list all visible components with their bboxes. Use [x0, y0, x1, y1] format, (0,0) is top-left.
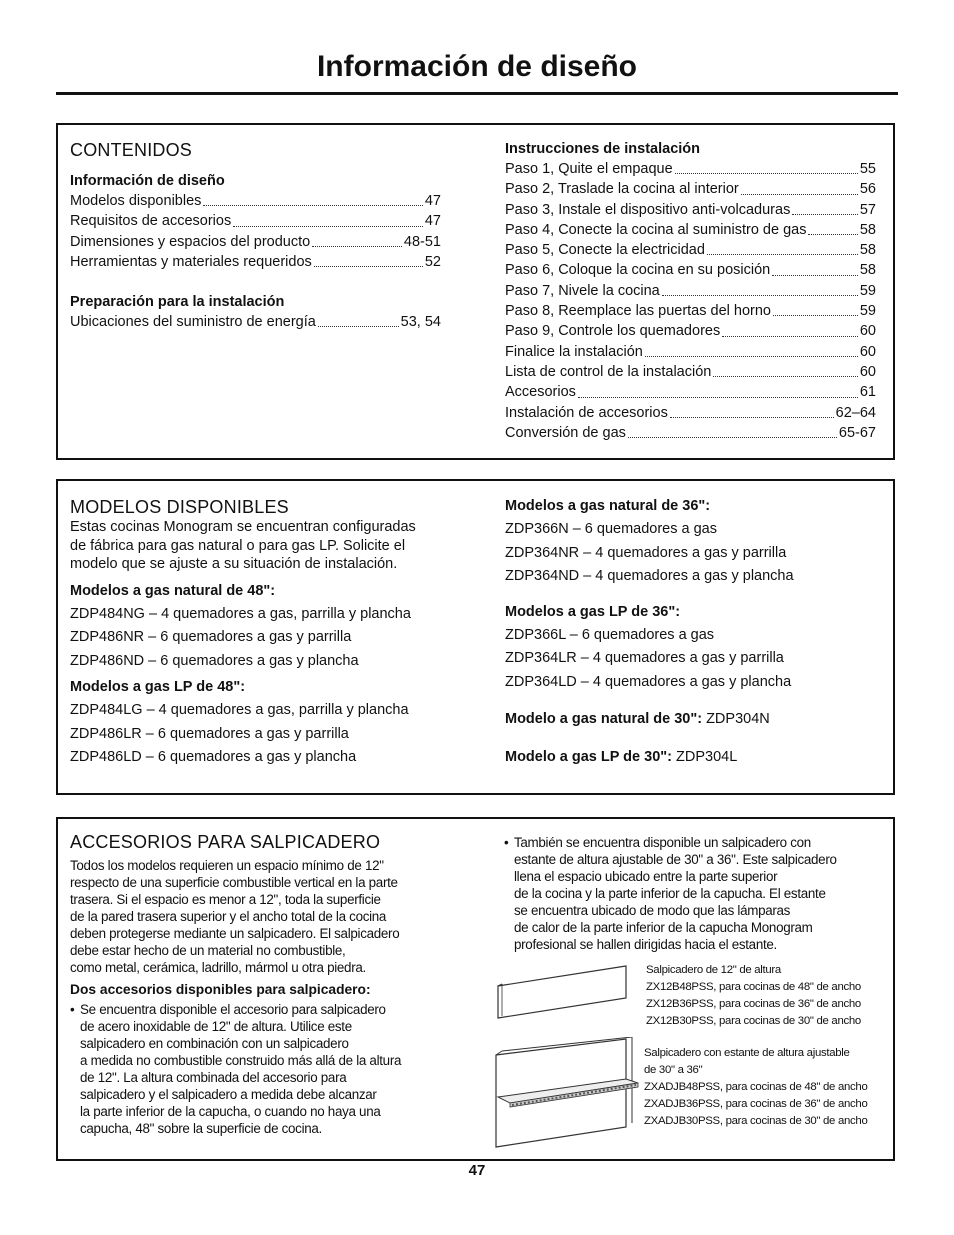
toc-group-title: Información de diseño	[70, 173, 225, 189]
model-item: ZDP486LD – 6 quemadores a gas y plancha	[70, 749, 357, 765]
toc-row[interactable]	[70, 232, 441, 252]
accessories-intro	[70, 857, 455, 976]
backsplash-12-illustration	[494, 964, 634, 1020]
toc-page: 55	[859, 161, 876, 177]
toc-row[interactable]	[505, 403, 876, 423]
bullet-2	[504, 834, 889, 953]
toc-label: Accesorios	[505, 384, 576, 401]
ng30-value: ZDP304N	[706, 711, 770, 727]
toc-page: 47	[424, 193, 441, 209]
text-line: Salpicadero con estante de altura ajustable	[644, 1047, 850, 1059]
bullet-dot: •	[504, 835, 509, 850]
toc-group-title: Preparación para la instalación	[70, 294, 285, 311]
model-item: ZDP486LR – 6 quemadores a gas y parrilla	[70, 725, 349, 742]
toc-row[interactable]	[505, 321, 876, 341]
models-intro: Estas cocinas Monogram se encuentran configuradas de fábrica para gas natural o para gas LP. Solicite el modelo que se ajuste a su situación de instalación.	[70, 519, 416, 572]
text-line: ZX12B48PSS, para cocinas de 48" de ancho	[646, 981, 861, 993]
text-line: salpicadero y el salpicadero a medida debe alcanzar	[80, 1087, 377, 1102]
toc-row[interactable]	[505, 423, 876, 443]
model-item: ZDP366L – 6 quemadores a gas	[505, 626, 715, 643]
toc-row[interactable]	[505, 382, 876, 402]
lp30-title: Modelo a gas LP de 30":	[505, 748, 672, 765]
adjustable-shelf-caption	[644, 1045, 868, 1130]
model-item: ZDP364LD – 4 quemadores a gas y plancha	[505, 673, 792, 690]
text-line: salpicadero en combinación con un salpicadero	[80, 1036, 349, 1051]
ng36-title: Modelos a gas natural de 36":	[505, 498, 711, 514]
toc-group-title: Instrucciones de instalación	[505, 141, 700, 157]
contents-heading: CONTENIDOS	[70, 140, 193, 160]
toc-label: Paso 5, Conecte la electricidad	[505, 242, 705, 259]
toc-row[interactable]	[505, 220, 876, 240]
toc-row[interactable]	[505, 342, 876, 362]
text-line: ZXADJB48PSS, para cocinas de 48" de ancho	[644, 1081, 868, 1093]
bullet-1-text	[80, 1001, 401, 1137]
toc-row[interactable]	[505, 240, 876, 260]
accessories-heading: ACCESORIOS PARA SALPICADERO	[70, 832, 381, 852]
text-line: debe estar hecho de un material no combustible,	[70, 943, 346, 958]
text-line: profesional se hallen dirigidas hacia el estante.	[514, 937, 777, 952]
toc-page: 58	[859, 262, 876, 279]
toc-label: Conversión de gas	[505, 424, 626, 441]
toc-page: 60	[859, 363, 876, 380]
model-item: ZDP484NG – 4 quemadores a gas, parrilla y plancha	[70, 605, 411, 622]
title-rule	[56, 92, 898, 95]
text-line: Todos los modelos requieren un espacio mínimo de 12"	[70, 858, 384, 873]
bullet-1	[70, 1001, 455, 1137]
accessories-right-column	[504, 834, 889, 953]
toc-row[interactable]	[505, 281, 876, 301]
toc-page: 53, 54	[400, 314, 441, 331]
toc-row[interactable]	[70, 191, 441, 211]
toc-label: Paso 1, Quite el empaque	[505, 161, 673, 177]
text-line: se encuentra ubicado de modo que las lámparas	[514, 903, 791, 918]
text-line: trasera. Si el espacio es menor a 12", toda la superficie	[70, 892, 381, 907]
text-line: de la pared trasera superior y el ancho total de la cocina	[70, 909, 387, 924]
models-left-column	[70, 496, 450, 770]
models-box	[56, 479, 895, 795]
text-line: de acero inoxidable de 12" de altura. Utilice este	[80, 1019, 352, 1034]
contents-right-column	[505, 139, 876, 443]
toc-label: Modelos disponibles	[70, 193, 202, 209]
toc-label: Paso 8, Reemplace las puertas del horno	[505, 303, 771, 320]
toc-row[interactable]	[70, 252, 441, 272]
bullet-dot: •	[70, 1002, 75, 1017]
lp30-line	[505, 746, 885, 770]
models-heading: MODELOS DISPONIBLES	[70, 497, 289, 517]
toc-page: 47	[424, 213, 441, 230]
text-line: ZXADJB30PSS, para cocinas de 30" de ancho	[644, 1115, 868, 1127]
toc-label: Finalice la instalación	[505, 343, 643, 360]
text-line: de calor de la parte inferior de la capucha Monogram	[514, 920, 813, 935]
adjustable-shelf-illustration	[492, 1037, 642, 1149]
toc-right-list	[505, 159, 876, 443]
contents-left-column	[70, 140, 441, 332]
accessories-left-column	[70, 831, 455, 1137]
model-item: ZDP364ND – 4 quemadores a gas y plancha	[505, 568, 794, 584]
toc-page: 58	[859, 242, 876, 259]
text-line: a medida no combustible construido más allá de la altura	[80, 1053, 402, 1068]
text-line: llena el espacio ubicado entre la parte superior	[514, 869, 778, 884]
toc-row[interactable]	[70, 211, 441, 231]
lp36-title: Modelos a gas LP de 36":	[505, 603, 681, 620]
contents-box	[56, 123, 895, 460]
text-line: ZX12B30PSS, para cocinas de 30" de ancho	[646, 1015, 861, 1027]
text-line: la parte inferior de la capucha, o cuando no haya una	[80, 1104, 381, 1119]
text-line: como metal, cerámica, ladrillo, mármol u otra piedra.	[70, 960, 366, 975]
text-line: de 30" a 36"	[644, 1064, 703, 1076]
model-item: ZDP486NR – 6 quemadores a gas y parrilla	[70, 629, 352, 645]
model-item: ZDP364LR – 4 quemadores a gas y parrilla	[505, 650, 784, 666]
toc-page: 59	[859, 303, 876, 320]
text-line: ZXADJB36PSS, para cocinas de 36" de ancho	[644, 1098, 868, 1110]
toc-row[interactable]	[70, 312, 441, 332]
model-item: ZDP486ND – 6 quemadores a gas y plancha	[70, 652, 359, 669]
text-line: Se encuentra disponible el accesorio para salpicadero	[80, 1002, 386, 1017]
text-line: de 12". La altura combinada del accesorio para	[80, 1070, 347, 1085]
toc-page: 58	[859, 221, 876, 238]
bullet-2-text	[514, 834, 837, 953]
models-right-column	[505, 495, 885, 769]
toc-page: 48-51	[403, 233, 441, 250]
toc-page: 60	[859, 343, 876, 360]
toc-page: 52	[424, 253, 441, 270]
toc-page: 56	[859, 181, 876, 198]
lp30-value: ZDP304L	[676, 748, 738, 765]
toc-label: Dimensiones y espacios del producto	[70, 233, 311, 250]
lp48-title: Modelos a gas LP de 48":	[70, 679, 246, 695]
toc-label: Paso 6, Coloque la cocina en su posición	[505, 262, 771, 279]
toc-label: Paso 4, Conecte la cocina al suministro de gas	[505, 221, 807, 238]
text-line: de la cocina y la parte inferior de la capucha. El estante	[514, 886, 826, 901]
text-line: Salpicadero de 12" de altura	[646, 964, 781, 976]
toc-row[interactable]	[505, 159, 876, 179]
toc-label: Lista de control de la instalación	[505, 363, 712, 380]
text-line: capucha, 48" sobre la superficie de cocina.	[80, 1121, 322, 1136]
toc-row[interactable]	[505, 179, 876, 199]
toc-page: 62–64	[835, 404, 876, 421]
toc-page: 59	[859, 282, 876, 299]
text-line: respecto de una superficie combustible vertical en la parte	[70, 875, 398, 890]
accessories-subheading: Dos accesorios disponibles para salpicadero:	[70, 982, 371, 997]
toc-label: Paso 7, Nivele la cocina	[505, 282, 660, 299]
ng30-line	[505, 708, 885, 732]
toc-label: Paso 2, Traslade la cocina al interior	[505, 181, 739, 198]
text-line: También se encuentra disponible un salpicadero con	[514, 835, 811, 850]
toc-label: Ubicaciones del suministro de energía	[70, 314, 316, 331]
text-line: deben protegerse mediante un salpicadero. El salpicadero	[70, 926, 400, 941]
model-item: ZDP484LG – 4 quemadores a gas, parrilla y plancha	[70, 702, 409, 718]
accessories-box	[56, 817, 895, 1161]
toc-page: 61	[859, 384, 876, 401]
ng30-title: Modelo a gas natural de 30":	[505, 711, 703, 727]
toc-label: Paso 9, Controle los quemadores	[505, 323, 721, 340]
toc-label: Paso 3, Instale el dispositivo anti-volcaduras	[505, 201, 791, 218]
toc-label: Herramientas y materiales requeridos	[70, 253, 312, 270]
backsplash-12-caption	[646, 962, 861, 1030]
toc-page: 65-67	[838, 424, 876, 441]
page-number: 47	[468, 1162, 486, 1179]
model-item: ZDP366N – 6 quemadores a gas	[505, 521, 717, 537]
toc-row[interactable]	[505, 362, 876, 382]
toc-row[interactable]	[505, 301, 876, 321]
page-title: Información de diseño	[316, 50, 638, 83]
toc-label: Requisitos de accesorios	[70, 213, 232, 230]
model-item: ZDP364NR – 4 quemadores a gas y parrilla	[505, 544, 787, 561]
toc-label: Instalación de accesorios	[505, 404, 668, 421]
toc-row[interactable]	[505, 200, 876, 220]
toc-page: 60	[859, 323, 876, 340]
text-line: estante de altura ajustable de 30" a 36". Este salpicadero	[514, 852, 837, 867]
ng48-title: Modelos a gas natural de 48":	[70, 582, 276, 599]
text-line: ZX12B36PSS, para cocinas de 36" de ancho	[646, 998, 861, 1010]
toc-page: 57	[859, 201, 876, 218]
toc-row[interactable]	[505, 260, 876, 280]
